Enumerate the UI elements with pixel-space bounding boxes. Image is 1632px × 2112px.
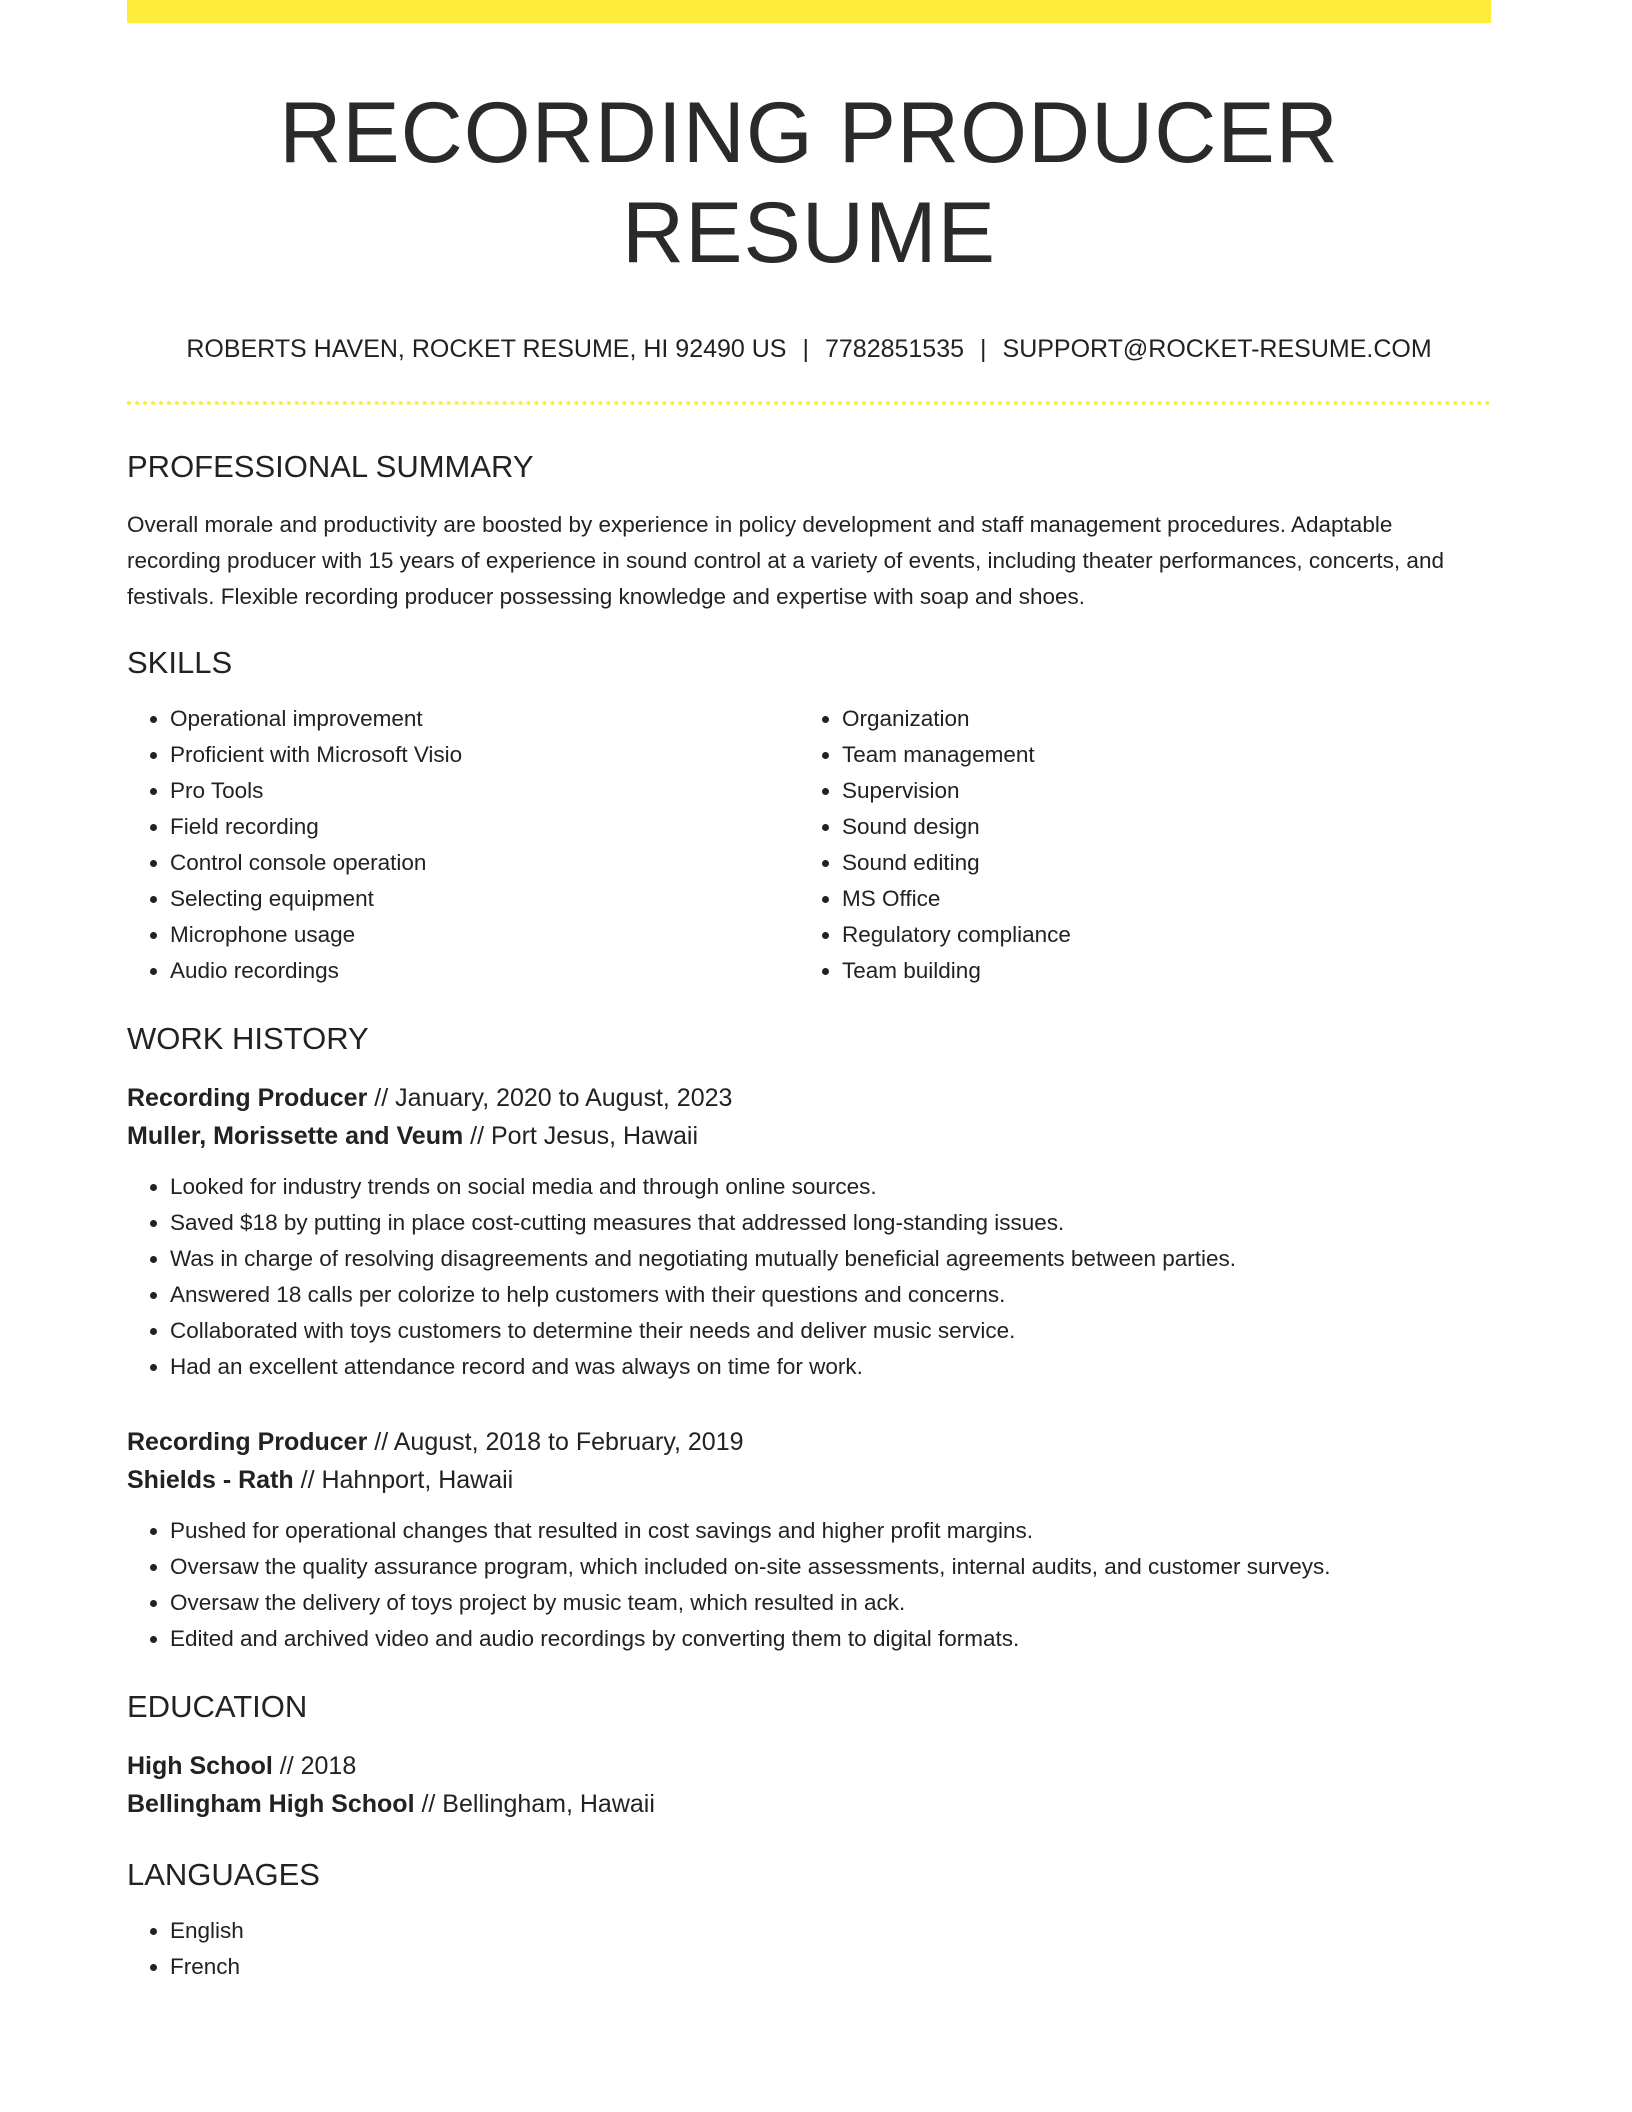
job-entry [127, 1079, 1491, 1385]
contact-phone: 7782851535 [824, 335, 965, 363]
skill-item: • Operational improvement [170, 701, 799, 737]
contact-email: SUPPORT@ROCKET-RESUME.COM [1002, 335, 1432, 363]
skill-item: • Pro Tools [170, 773, 799, 809]
education-year: // 2018 [279, 1752, 357, 1780]
skills-columns [127, 701, 1491, 989]
job-company-line [127, 1461, 1491, 1499]
work-history-section [127, 1019, 1491, 1657]
languages-heading: LANGUAGES [127, 1857, 320, 1892]
job-title-line [127, 1423, 1491, 1461]
skill-item: • Field recording [170, 809, 799, 845]
job-bullet: • Edited and archived video and audio recordings by converting them to digital formats. [170, 1621, 1491, 1657]
job-title: Recording Producer [127, 1084, 368, 1112]
contact-separator: | [802, 335, 809, 363]
job-title: Recording Producer [127, 1428, 368, 1456]
job-bullet: • Pushed for operational changes that resulted in cost savings and higher profit margins. [170, 1513, 1491, 1549]
job-bullet: • Saved $18 by putting in place cost-cutting measures that addressed long-standing issues. [170, 1205, 1491, 1241]
languages-section [127, 1855, 1491, 1985]
job-location: // Hahnport, Hawaii [300, 1466, 514, 1494]
skill-item: • Audio recordings [170, 953, 799, 989]
job-dates: // January, 2020 to August, 2023 [374, 1084, 733, 1112]
languages-list [127, 1913, 1491, 1985]
summary-heading: PROFESSIONAL SUMMARY [127, 449, 534, 484]
job-bullet: • Oversaw the delivery of toys project by music team, which resulted in ack. [170, 1585, 1491, 1621]
job-location: // Port Jesus, Hawaii [470, 1122, 699, 1150]
job-dates: // August, 2018 to February, 2019 [374, 1428, 744, 1456]
job-company-line [127, 1117, 1491, 1155]
skills-list-right [799, 701, 1471, 989]
education-location: // Bellingham, Hawaii [421, 1790, 655, 1818]
job-title-line [127, 1079, 1491, 1117]
education-section [127, 1687, 1491, 1823]
job-bullet: • Answered 18 calls per colorize to help customers with their questions and concerns. [170, 1277, 1491, 1313]
skill-item: • Microphone usage [170, 917, 799, 953]
job-company: Shields - Rath [127, 1466, 294, 1494]
skill-item: • Control console operation [170, 845, 799, 881]
job-bullet: • Collaborated with toys customers to determine their needs and deliver music service. [170, 1313, 1491, 1349]
skill-item: • Selecting equipment [170, 881, 799, 917]
skill-item: • Proficient with Microsoft Visio [170, 737, 799, 773]
job-bullet: • Looked for industry trends on social media and through online sources. [170, 1169, 1491, 1205]
skills-list-left [127, 701, 799, 989]
job-bullet: • Had an excellent attendance record and was always on time for work. [170, 1349, 1491, 1385]
resume-page [127, 0, 1491, 1985]
contact-separator: | [980, 335, 987, 363]
education-degree: High School [127, 1752, 273, 1780]
page-title: RECORDING PRODUCER RESUME [279, 85, 1339, 281]
job-bullet: • Was in charge of resolving disagreements and negotiating mutually beneficial agreements between parties. [170, 1241, 1491, 1277]
skills-section [127, 643, 1491, 989]
skill-item: • Sound editing [842, 845, 1471, 881]
contact-address: ROBERTS HAVEN, ROCKET RESUME, HI 92490 US [186, 335, 787, 363]
skill-item: • Sound design [842, 809, 1471, 845]
skills-heading: SKILLS [127, 645, 233, 680]
summary-section [127, 447, 1491, 615]
top-accent-bar [127, 0, 1491, 23]
skill-item: • Organization [842, 701, 1471, 737]
job-entry [127, 1423, 1491, 1657]
language-item: • English [170, 1913, 1491, 1949]
skill-item: • Supervision [842, 773, 1471, 809]
job-bullets [127, 1513, 1491, 1657]
education-heading: EDUCATION [127, 1689, 308, 1724]
education-school-line [127, 1785, 1491, 1823]
skill-item: • Team management [842, 737, 1471, 773]
education-degree-line [127, 1747, 1491, 1785]
skill-item: • MS Office [842, 881, 1471, 917]
education-school: Bellingham High School [127, 1790, 415, 1818]
job-company: Muller, Morissette and Veum [127, 1122, 464, 1150]
skill-item: • Team building [842, 953, 1471, 989]
language-item: • French [170, 1949, 1491, 1985]
work-history-heading: WORK HISTORY [127, 1021, 369, 1056]
header-divider [127, 401, 1491, 405]
skill-item: • Regulatory compliance [842, 917, 1471, 953]
summary-text: Overall morale and productivity are boosted by experience in policy development and staff management procedures. Adaptable recording producer with 15 years of experience in sound control at a variety of events, including theater performances, concerts, and festivals. Flexible recording producer possessing knowledge and expertise with soap and shoes. [127, 512, 1444, 609]
education-entry [127, 1747, 1491, 1823]
job-bullets [127, 1169, 1491, 1385]
contact-line [127, 333, 1491, 365]
job-bullet: • Oversaw the quality assurance program, which included on-site assessments, internal audits, and customer surveys. [170, 1549, 1491, 1585]
